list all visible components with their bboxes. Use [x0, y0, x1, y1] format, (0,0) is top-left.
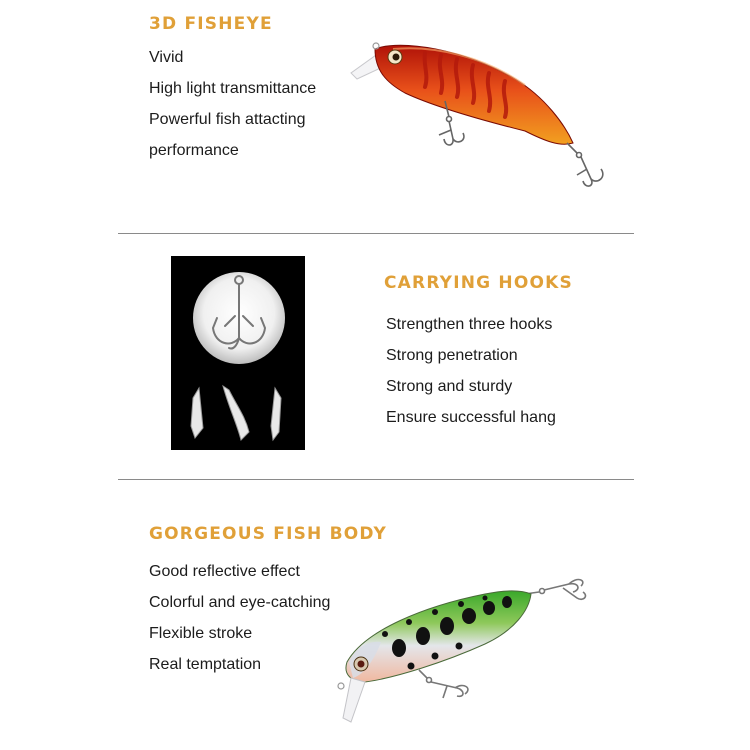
section-heading-carrying-hooks: CARRYING HOOKS [384, 273, 573, 293]
feature-list-3d-fisheye [149, 42, 316, 166]
feature-item: performance [149, 142, 239, 159]
section-heading-3d-fisheye: 3D FISHEYE [149, 14, 273, 34]
feature-item: Strong and sturdy [386, 378, 513, 395]
section-divider [118, 479, 634, 480]
section-heading-gorgeous-fish-body: GORGEOUS FISH BODY [149, 524, 388, 544]
feature-item: Flexible stroke [149, 625, 253, 642]
feature-item: Ensure successful hang [386, 409, 556, 426]
green-spotted-minnow-lure-image [325, 570, 605, 730]
feature-item: Colorful and eye-catching [149, 594, 331, 611]
feature-list-carrying-hooks [386, 309, 556, 433]
feature-item: Vivid [149, 49, 184, 66]
treble-hook-closeup-panel [171, 256, 305, 450]
feature-list-gorgeous-fish-body [149, 556, 330, 680]
feature-item: Strong penetration [386, 347, 518, 364]
feature-item: Real temptation [149, 656, 262, 673]
feature-item: Strengthen three hooks [386, 316, 553, 333]
feature-item: Good reflective effect [149, 563, 300, 580]
red-tiger-minnow-lure-image [345, 35, 620, 200]
section-divider [118, 233, 634, 234]
feature-item: High light transmittance [149, 80, 317, 97]
feature-item: Powerful fish attacting [149, 111, 306, 128]
